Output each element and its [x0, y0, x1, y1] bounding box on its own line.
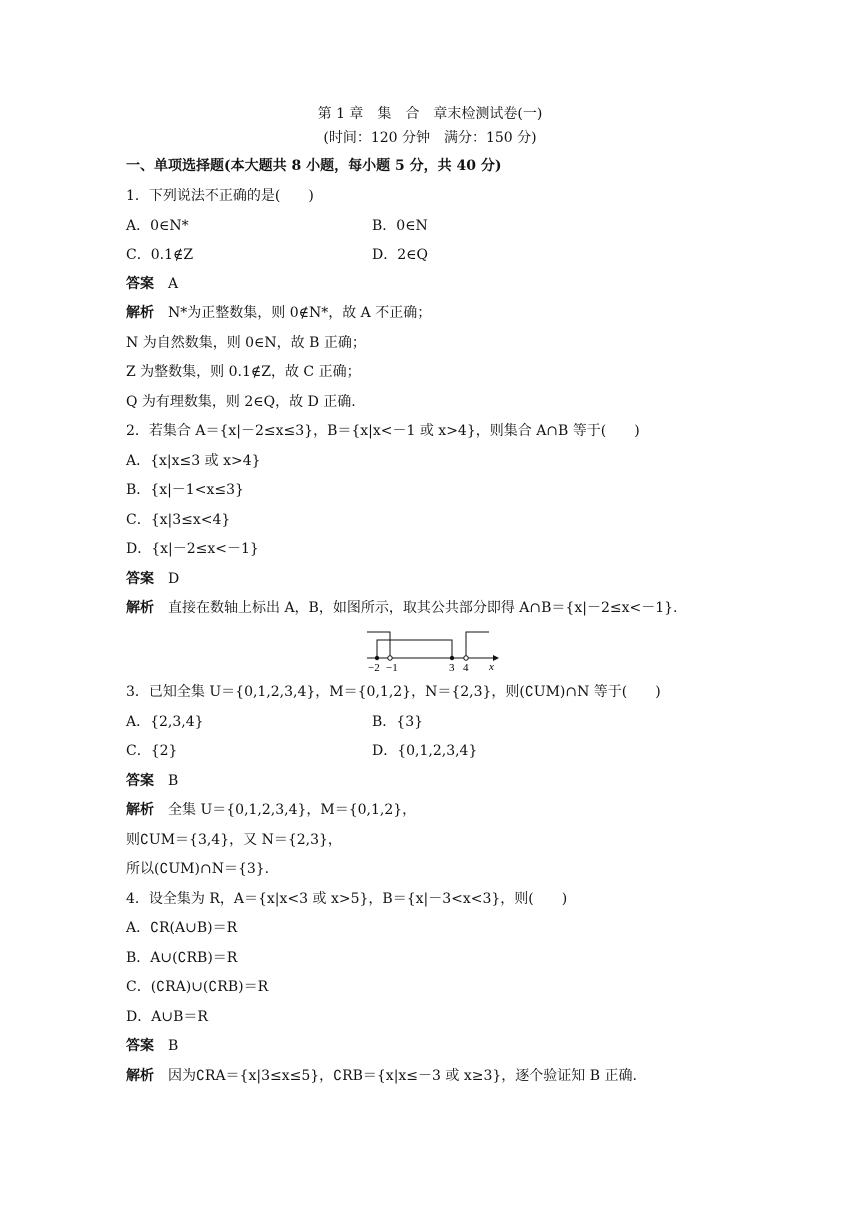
question-2-stem: 2．若集合 A＝{x|－2≤x≤3}，B＝{x|x<－1 或 x>4}，则集合 A∩B 等于( ): [126, 423, 640, 439]
question-1-option-a: A．0∈N*: [126, 218, 189, 234]
answer-value: B: [168, 773, 179, 789]
document-subtitle: (时间：120 分钟 满分：150 分): [323, 130, 537, 146]
axis-variable-label: x: [489, 661, 494, 672]
analysis-line: Q 为有理数集，则 2∈Q，故 D 正确.: [126, 394, 356, 410]
point-4: [464, 656, 468, 660]
question-3-stem: 3．已知全集 U＝{0,1,2,3,4}，M＝{0,1,2}，N＝{2,3}，则(∁UM)∩N 等于( ): [126, 684, 661, 700]
number-line-figure: [365, 628, 505, 672]
point-minus-1: [388, 656, 392, 660]
section-heading: 一、单项选择题(本大题共 8 小题，每小题 5 分，共 40 分): [126, 158, 502, 174]
point-minus-2: [375, 656, 379, 660]
analysis-line: 全集 U＝{0,1,2,3,4}，M＝{0,1,2}，: [168, 802, 417, 818]
tick-label: 4: [463, 662, 469, 672]
question-1-option-b: B．0∈N: [372, 218, 428, 234]
question-1-answer: [126, 274, 178, 294]
analysis-line: 则∁UM＝{3,4}，又 N＝{2,3}，: [126, 832, 342, 848]
set-b-left-bracket: [367, 632, 390, 658]
question-1-analysis: [126, 303, 431, 323]
answer-value: D: [168, 571, 180, 587]
question-2-analysis: [126, 598, 677, 618]
question-2-answer: [126, 569, 179, 589]
answer-value: B: [168, 1038, 179, 1054]
tick-label: −1: [386, 662, 398, 672]
tick-label: −2: [368, 662, 380, 672]
analysis-line: N*为正整数集，则 0∉N*，故 A 不正确；: [168, 305, 432, 321]
question-4-option-b: B．A∪(∁RB)＝R: [126, 950, 238, 966]
question-2-option-a: A．{x|x≤3 或 x>4}: [126, 453, 261, 469]
tick-label: 3: [449, 662, 455, 672]
answer-label: 答案: [126, 276, 154, 292]
question-2-option-d: D．{x|－2≤x<－1}: [126, 541, 259, 557]
question-2-option-b: B．{x|－1<x≤3}: [126, 482, 244, 498]
question-1-option-d: D．2∈Q: [372, 247, 428, 263]
answer-label: 答案: [126, 773, 154, 789]
question-3-option-a: A．{2,3,4}: [126, 714, 204, 730]
question-1-stem: 1．下列说法不正确的是( ): [126, 188, 314, 204]
analysis-line: 直接在数轴上标出 A，B，如图所示，取其公共部分即得 A∩B＝{x|－2≤x<－1}.: [168, 600, 678, 616]
question-4-analysis: [126, 1066, 637, 1086]
analysis-line: N 为自然数集，则 0∈N，故 B 正确；: [126, 335, 366, 351]
question-3-option-b: B．{3}: [372, 714, 424, 730]
analysis-label: 解析: [126, 600, 154, 616]
question-4-stem: 4．设全集为 R，A＝{x|x<3 或 x>5}，B＝{x|－3<x<3}，则( ): [126, 891, 568, 907]
question-3-option-c: C．{2}: [126, 743, 178, 759]
point-3: [450, 656, 454, 660]
analysis-label: 解析: [126, 802, 154, 818]
question-4-option-d: D．A∪B＝R: [126, 1009, 208, 1025]
question-2-option-c: C．{x|3≤x<4}: [126, 512, 231, 528]
analysis-line: 所以(∁UM)∩N＝{3}.: [126, 861, 270, 877]
analysis-label: 解析: [126, 1068, 154, 1084]
question-4-option-c: C．(∁RA)∪(∁RB)＝R: [126, 979, 269, 995]
document-title: 第 1 章 集 合 章末检测试卷(一): [317, 106, 543, 122]
analysis-label: 解析: [126, 305, 154, 321]
analysis-line: Z 为整数集，则 0.1∉Z，故 C 正确；: [126, 364, 361, 380]
answer-label: 答案: [126, 1038, 154, 1054]
axis-arrow: [493, 655, 499, 661]
answer-value: A: [168, 276, 179, 292]
analysis-line: 因为∁RA＝{x|3≤x≤5}，∁RB＝{x|x≤－3 或 x≥3}，逐个验证知 B 正确.: [168, 1068, 637, 1084]
set-b-right-bracket: [466, 632, 489, 658]
question-3-analysis: [126, 800, 416, 820]
question-4-answer: [126, 1036, 178, 1056]
question-3-option-d: D．{0,1,2,3,4}: [372, 743, 478, 759]
answer-label: 答案: [126, 571, 154, 587]
question-3-answer: [126, 771, 178, 791]
question-1-option-c: C．0.1∉Z: [126, 247, 194, 263]
question-4-option-a: A．∁R(A∪B)＝R: [126, 920, 238, 936]
set-a-bracket: [377, 640, 452, 658]
